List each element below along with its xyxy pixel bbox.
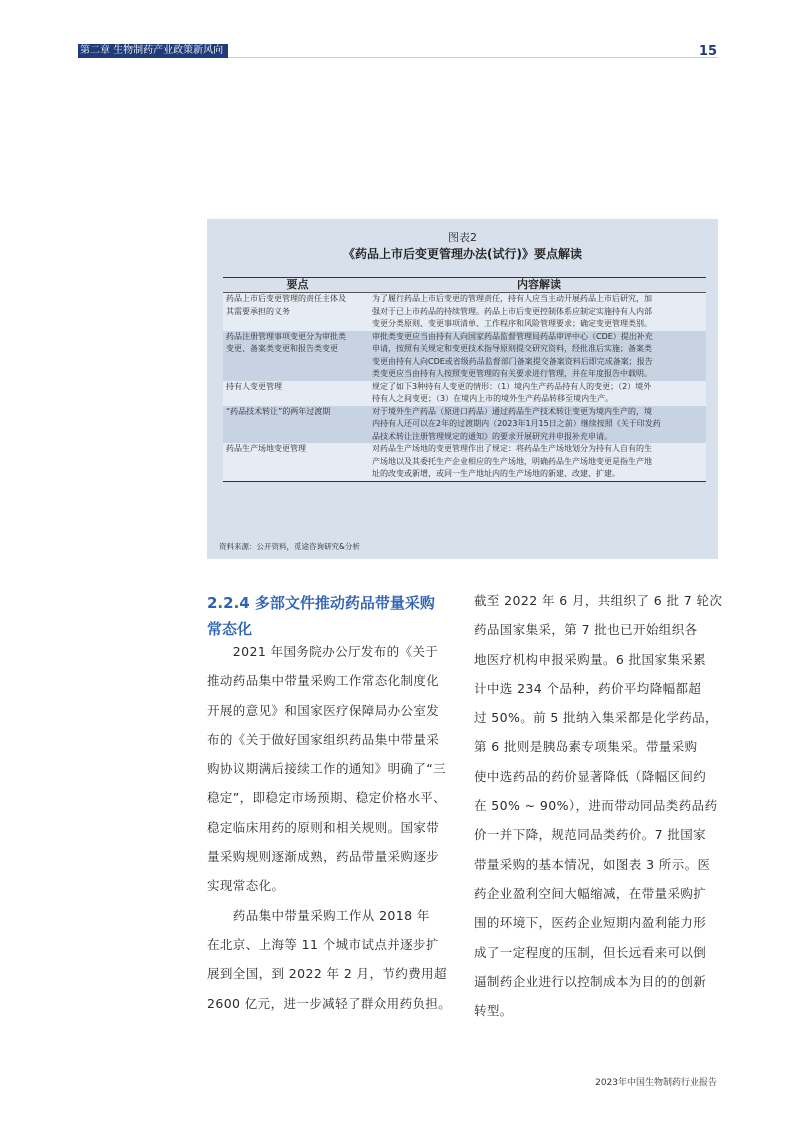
table-row [223, 293, 706, 331]
body-text-right-column: 截至 2022 年 6 月，共组织了 6 批 7 轮次 药品国家集采，第 7 批也已开始组织各 地医疗机构申报采购量。6 批国家集采累 计中选 234 个品种，药价平均降幅都超 过 50%。前 5 批纳入集采都是化学药品， 第 6 批则是胰岛素专项集采。带量采购 使中选药品的药价显著降低（降幅区间约 在 50% ~ 90%），进而带动同品类药品药 价一并下降，规范同品类药价。7 批国家 带量采购的基本情况，如图表 3 所示。医 药企业盈利空间大幅缩减，在带量采购扩 围的环境下，医药企业短期内盈利能力形 成了一定程度的压制，但长远看来可以倒 逼制药企业进行以控制成本为目的的创新 转型。 [474, 593, 723, 1019]
table-row [223, 443, 706, 481]
page-number: 15 [698, 44, 717, 59]
row-point: 药品注册管理事项变更分为审批类 变更、备案类变更和报告类变更 [226, 331, 346, 353]
footer-report-title: 2023年中国生物制药行业报告 [595, 1078, 717, 1088]
row-point: 持有人变更管理 [226, 381, 282, 391]
row-content: 对药品生产场地的变更管理作出了规定：将药品生产场地划分为持有人自有的生 产场地以及其委托生产企业相应的生产场地，明确药品生产场地变更是指生产地 址的改变或新增，或同一生产地址内的生产场地的新建、改建、扩建。 [372, 444, 652, 478]
header-divider [228, 57, 718, 58]
row-content: 规定了如下3种持有人变更的情形：（1）境内生产药品持有人的变更；（2）境外 持有人之间变更；（3）在境内上市的境外生产药品转移至境内生产。 [372, 381, 652, 403]
figure-title: 《药品上市后变更管理办法(试行)》要点解读 [343, 247, 582, 261]
chapter-title: 第二章 生物制药产业政策新风向 [80, 45, 224, 56]
row-point: “药品技术转让”的两年过渡期 [226, 406, 331, 416]
table-row [223, 331, 706, 381]
row-point: 药品上市后变更管理的责任主体及 其需要承担的义务 [226, 294, 346, 316]
table-row [223, 406, 706, 444]
row-content: 审批类变更应当由持有人向国家药品监督管理局药品审评中心（CDE）提出补充 申请，按照有关规定和变更技术指导原则提交研究资料，经批准后实施；备案类 变更由持有人向CDE或省级药品监督部门备案提交备案资料后即完成备案；报告 类变更应当由持有人按照变更管理的有关要求进行管理，并在年度报告中载明。 [372, 331, 653, 378]
row-content: 为了履行药品上市后变更的管理责任，持有人应当主动开展药品上市后研究，加 强对于已上市药品的持续管理。药品上市后变更控制体系应制定实施持有人内部 变更分类原则、变更事项清单、工作程序和风险管理要求；确定变更管理类别。 [372, 294, 652, 328]
table-header [223, 278, 706, 293]
row-content: 对于境外生产药品（原进口药品）通过药品生产技术转让变更为境内生产的，境 内持有人还可以在2年的过渡期内（2023年1月15日之前）继续按照《关于印发药 品技术转让注册管理规定的通知》的要求开展研究并申报补充申请。 [372, 406, 661, 441]
body-text-left-column: 2021 年国务院办公厅发布的《关于 推动药品集中带量采购工作常态化制度化 开展的意见》和国家医疗保障局办公室发 布的《关于做好国家组织药品集中带量采 购协议期满后接续工作的通知》明确了“三 稳定”，即稳定市场预期、稳定价格水平、 稳定临床用药的原则和相关规则。国家带 量采购规则逐渐成熟，药品带量采购逐步 实现常态化。 药品集中带量采购工作从 2018 年 在北京、上海等 11 个城市试点并逐步扩 展到全国，到 2022 年 2 月，节约费用超 2600 亿元，进一步减轻了群众用药负担。 [207, 644, 452, 1011]
table-row [223, 381, 706, 406]
column-header-content: 内容解读 [517, 278, 561, 291]
figure-label: 图表2 [448, 231, 477, 244]
figure-source: 资料来源：公开资料，觅途咨询研究&分析 [219, 542, 360, 551]
column-header-point: 要点 [286, 278, 309, 291]
figure-panel [207, 219, 718, 559]
section-heading: 2.2.4 多部文件推动药品带量采购 常态化 [207, 594, 435, 638]
policy-table [223, 277, 706, 482]
row-point: 药品生产场地变更管理 [226, 444, 306, 453]
